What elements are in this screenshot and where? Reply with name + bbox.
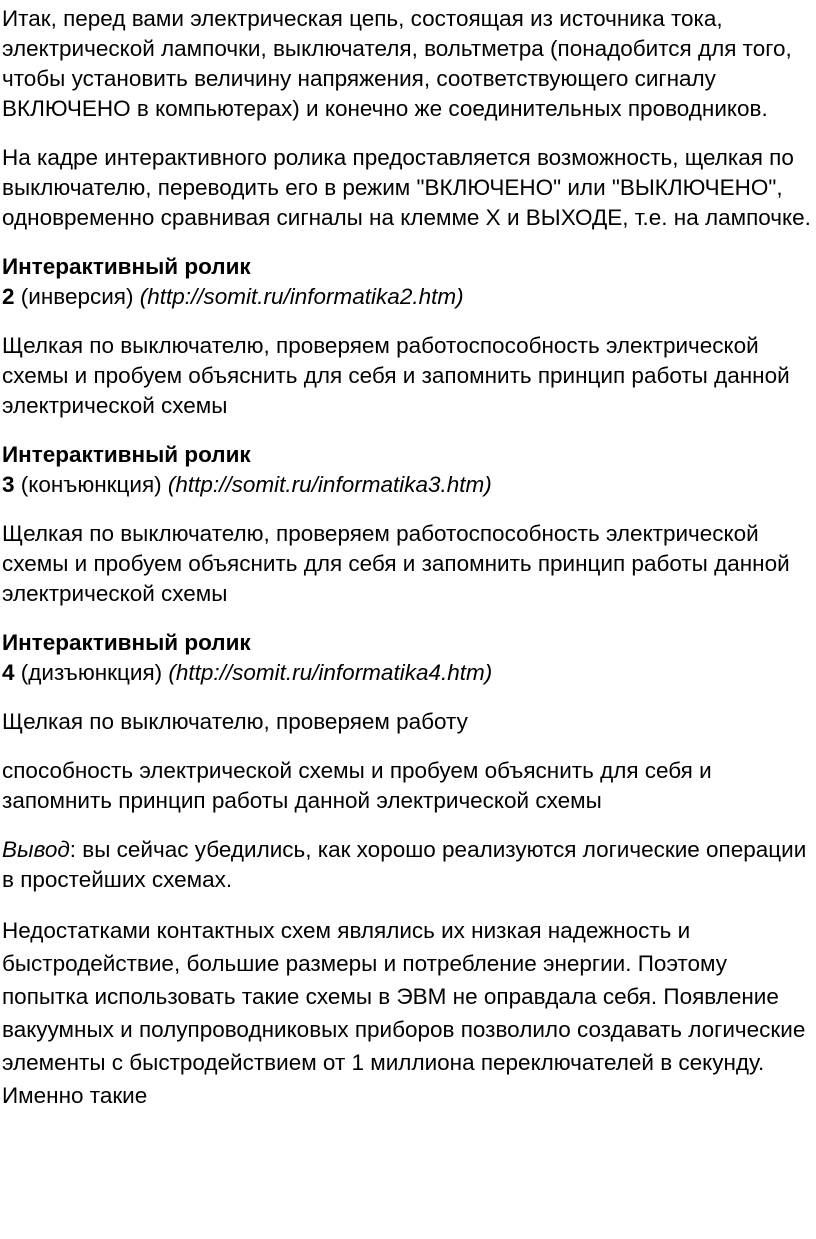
section-3-heading (2, 440, 816, 500)
section-4-title: Интерактивный ролик (2, 630, 251, 655)
section-4-link[interactable]: (http://somit.ru/informatika4.htm) (168, 660, 493, 685)
section-2-heading (2, 252, 816, 312)
final-paragraph: Недостатками контактных схем являлись их низкая надежность и быстродействие, большие размеры и потребление энергии. Поэтому попытка использовать такие схемы в ЭВМ не оправдала себя. Появление вакуумных и полупроводниковых приборов позволило создавать логические элементы с быстродействием от 1 миллиона переключателей в секунду. Именно такие (2, 918, 806, 1108)
section-3-title: Интерактивный ролик (2, 442, 251, 467)
conclusion-text: : вы сейчас убедились, как хорошо реализуются логические операции в простейших схемах. (2, 837, 807, 892)
section-2-title: Интерактивный ролик (2, 254, 251, 279)
section-4-heading (2, 628, 816, 688)
conclusion-label: Вывод (2, 837, 70, 862)
conclusion-paragraph (2, 835, 816, 895)
section-4-description-b: способность электрической схемы и пробуем объяснить для себя и запомнить принцип работы данной электрической схемы (2, 758, 712, 813)
section-4-type: (дизъюнкция) (14, 660, 169, 685)
section-4-number: 4 (2, 660, 15, 685)
section-3-link[interactable]: (http://somit.ru/informatika3.htm) (167, 472, 492, 497)
section-3-number: 3 (2, 472, 15, 497)
interactive-description-paragraph: На кадре интерактивного ролика предоставляется возможность, щелкая по выключателю, переводить его в режим "ВКЛЮЧЕНО" или "ВЫКЛЮЧЕНО", одновременно сравнивая сигналы на клемме Х и ВЫХОДЕ, т.е. на лампочке. (2, 145, 811, 230)
section-3-type: (конъюнкция) (14, 472, 168, 497)
section-3-description: Щелкая по выключателю, проверяем работоспособность электрической схемы и пробуем объяснить для себя и запомнить принцип работы данной электрической схемы (2, 521, 790, 606)
section-2-link[interactable]: (http://somit.ru/informatika2.htm) (139, 284, 464, 309)
section-4-description-a: Щелкая по выключателю, проверяем работу (2, 709, 468, 734)
section-2-description: Щелкая по выключателю, проверяем работоспособность электрической схемы и пробуем объяснить для себя и запомнить принцип работы данной электрической схемы (2, 333, 790, 418)
section-2-type: (инверсия) (14, 284, 140, 309)
section-2-number: 2 (2, 284, 15, 309)
intro-paragraph: Итак, перед вами электрическая цепь, состоящая из источника тока, электрической лампочки, выключателя, вольтметра (понадобится для того, чтобы установить величину напряжения, соответствующего сигналу ВКЛЮЧЕНО в компьютерах) и конечно же соединительных проводников. (2, 6, 792, 121)
